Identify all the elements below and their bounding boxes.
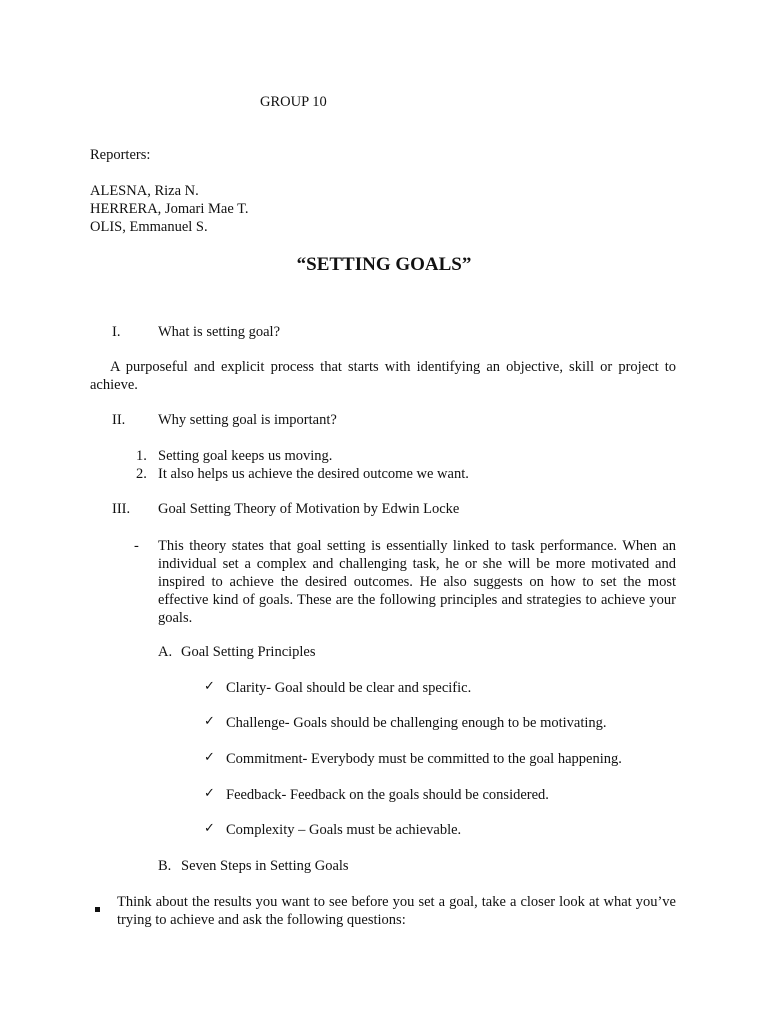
reporters-label: Reporters: — [90, 147, 151, 163]
list-item: It also helps us achieve the desired outcome we want. — [158, 466, 469, 482]
section-heading: Goal Setting Theory of Motivation by Edwin Locke — [158, 501, 460, 517]
principle-item: Commitment- Everybody must be committed to the goal happening. — [226, 751, 622, 767]
section-paragraph: A purposeful and explicit process that starts with identifying an objective, skill or project to achieve. — [90, 359, 676, 393]
reporter-name: HERRERA, Jomari Mae T. — [90, 201, 249, 217]
subsection-label: Seven Steps in Setting Goals — [181, 858, 349, 874]
section-heading: Why setting goal is important? — [158, 412, 337, 428]
subsection-label: Goal Setting Principles — [181, 644, 316, 660]
reporter-name: OLIS, Emmanuel S. — [90, 219, 208, 235]
checkmark-icon: ✓ — [204, 679, 215, 694]
section-numeral: II. — [112, 412, 126, 428]
subsection-marker: B. — [158, 858, 172, 874]
dash-marker: - — [134, 538, 139, 554]
subsection-marker: A. — [158, 644, 173, 660]
section-numeral: III. — [112, 501, 131, 517]
checkmark-icon: ✓ — [204, 786, 215, 801]
square-bullet-icon — [95, 899, 100, 917]
group-label: GROUP 10 — [260, 94, 327, 110]
section-heading: What is setting goal? — [158, 324, 281, 340]
list-item: Setting goal keeps us moving. — [158, 448, 333, 464]
checkmark-icon: ✓ — [204, 750, 215, 765]
principle-item: Clarity- Goal should be clear and specific. — [226, 680, 472, 696]
list-marker: 1. — [136, 448, 147, 464]
principle-item: Challenge- Goals should be challenging enough to be motivating. — [226, 715, 607, 731]
section-numeral: I. — [112, 324, 121, 340]
reporter-name: ALESNA, Riza N. — [90, 183, 199, 199]
list-marker: 2. — [136, 466, 147, 482]
principle-item: Feedback- Feedback on the goals should be considered. — [226, 787, 549, 803]
checkmark-icon: ✓ — [204, 714, 215, 729]
section-paragraph: This theory states that goal setting is essentially linked to task performance. When an individual set a complex and challenging task, he or she will be more motivated and inspired to achieve the desired outcomes. He also suggests on how to set the most effective kind of goals. These are the following principles and strategies to achieve your goals. — [158, 538, 676, 626]
document-title: “SETTING GOALS” — [296, 254, 472, 275]
bullet-paragraph: Think about the results you want to see before you set a goal, take a closer look at what you’ve trying to achieve and ask the following questions: — [117, 894, 676, 928]
checkmark-icon: ✓ — [204, 821, 215, 836]
principle-item: Complexity – Goals must be achievable. — [226, 822, 462, 838]
